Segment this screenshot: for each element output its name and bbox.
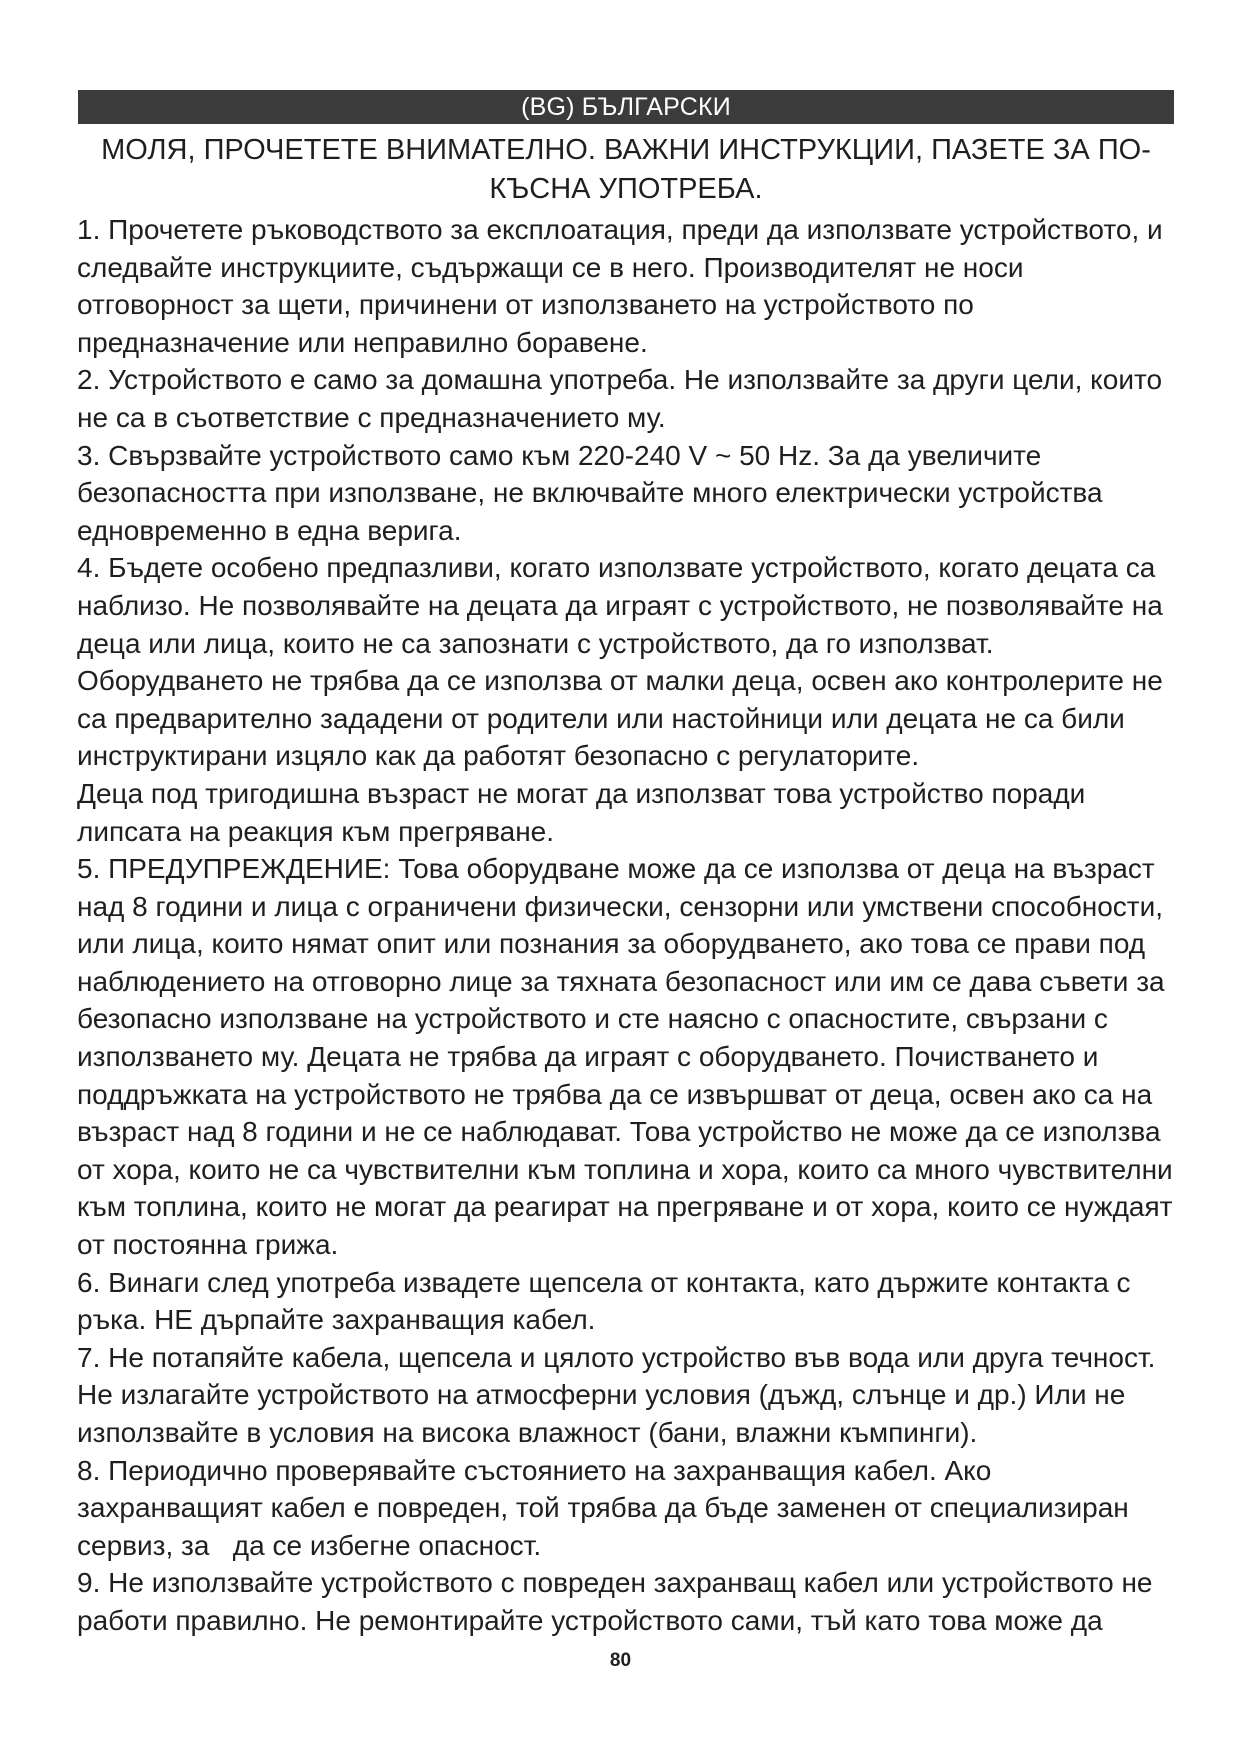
page-title: МОЛЯ, ПРОЧЕТЕТЕ ВНИМАТЕЛНО. ВАЖНИ ИНСТРУКЦИИ, ПАЗЕТЕ ЗА ПО-КЪСНА УПОТРЕБА. bbox=[101, 134, 1151, 205]
instruction-paragraph: 3. Свързвайте устройството само към 220-240 V ~ 50 Hz. За да увеличите безопасността при използване, не включвайте много електрически устройства едновременно в една верига. bbox=[77, 439, 1111, 546]
instruction-paragraph: 5. ПРЕДУПРЕЖДЕНИЕ: Това оборудване може да се използва от деца на възраст над 8 години и лица с ограничени физически, сензорни или умствени способности, или лица, които нямат опит или познания за оборудването, ако това се прави под наблюдението на отговорно лице за тяхната безопасност или им се дава съвети за безопасно използване на устройството и сте наясно с опасностите, свързани с използването му. Децата не трябва да играят с оборудването. Почистването и поддръжката на устройството не трябва да се извършват от деца, освен ако са на възраст над 8 години и не се наблюдават. Това устройство не може да се използва от хора, които не са чувствителни към топлина и хора, които са много чувствителни към топлина, които не могат да реагират на прегряване и от хора, които се нуждаят от постоянна грижа. bbox=[77, 853, 1181, 1261]
page-number: 80 bbox=[609, 1650, 632, 1671]
language-header-bar: (BG) БЪЛГАРСКИ bbox=[78, 90, 1174, 124]
instruction-paragraph: 4. Бъдете особено предпазливи, когато използвате устройството, когато децата са наблизо. Не позволявайте на децата да играят с устройството, не позволявайте на деца или лица, които не са запознати с устройството, да го използват. Оборудването не трябва да се използва от малки деца, освен ако контролерите не са предварително зададени от родители или настойници или децата не са били инструктирани изцяло как да работят безопасно с регулаторите. bbox=[77, 552, 1171, 772]
instruction-paragraph: Деца под тригодишна възраст не могат да използват това устройство поради липсата на реакция към прегряване. bbox=[77, 777, 1094, 847]
instruction-paragraph: 1. Прочетете ръководството за експлоатация, преди да използвате устройството, и следвайте инструкциите, съдържащи се в него. Производителят не носи отговорност за щети, причинени от използването на устройството по предназначение или неправилно боравене. bbox=[77, 214, 1171, 358]
instruction-paragraph: 2. Устройството е само за домашна употреба. Не използвайте за други цели, които не са в съответствие с предназначението му. bbox=[77, 364, 1170, 433]
instruction-paragraph: 9. Не използвайте устройството с повреден захранващ кабел или устройството не работи правилно. Не ремонтирайте устройството сами, тъй като това може да bbox=[77, 1567, 1161, 1636]
instruction-paragraph: 8. Периодично проверявайте състоянието на захранващия кабел. Ако захранващият кабел е повреден, той трябва да бъде заменен от специализиран сервиз, за да се избегне опасност. bbox=[77, 1454, 1137, 1561]
instruction-paragraph: 6. Винаги след употреба извадете щепсела от контакта, като държите контакта с ръка. НЕ дърпайте захранващия кабел. bbox=[77, 1266, 1139, 1336]
instruction-paragraph: 7. Не потапяйте кабела, щепсела и цялото устройство във вода или друга течност. Не излагайте устройството на атмосферни условия (дъжд, слънце и др.) Или не използвайте в условия на висока влажност (бани, влажни къмпинги). bbox=[77, 1341, 1164, 1448]
instructions-body bbox=[77, 211, 1181, 1640]
